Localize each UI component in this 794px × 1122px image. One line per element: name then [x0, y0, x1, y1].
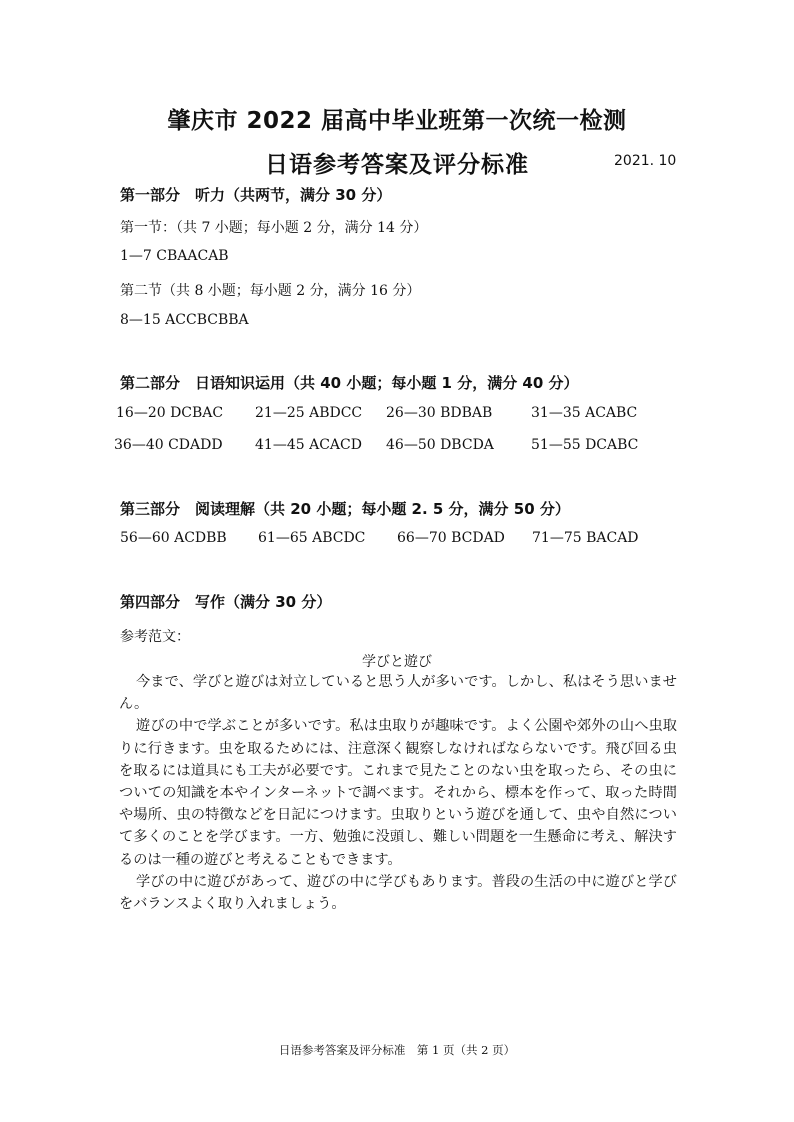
document-date: 2021. 10	[614, 153, 677, 169]
part2-heading: 第二部分 日语知识运用（共 40 小题；每小题 1 分，满分 40 分）	[120, 374, 579, 392]
essay-paragraph: 今まで、学びと遊びは対立していると思う人が多いです。しかし、私はそう思いません。	[119, 674, 677, 713]
answer-group: 71—75 BACAD	[532, 530, 639, 546]
part3-heading: 第三部分 阅读理解（共 20 小题；每小题 2. 5 分，满分 50 分）	[120, 500, 570, 518]
answer-group: 21—25 ABDCC	[255, 405, 363, 421]
part4-heading: 第四部分 写作（满分 30 分）	[120, 593, 332, 611]
document-subtitle: 日语参考答案及评分标准	[265, 152, 529, 178]
answer-group: 61—65 ABCDC	[258, 530, 366, 546]
exam-title: 肇庆市 2022 届高中毕业班第一次统一检测	[167, 108, 627, 134]
essay-body	[119, 671, 677, 915]
sample-essay-label: 参考范文：	[120, 629, 190, 645]
part1-section1-label: 第一节：（共 7 小题；每小题 2 分，满分 14 分）	[120, 220, 428, 236]
answer-group: 66—70 BCDAD	[397, 530, 505, 546]
answer-group: 41—45 ACACD	[255, 437, 362, 453]
answer-group: 31—35 ACABC	[531, 405, 638, 421]
part1-section2-label: 第二节（共 8 小题；每小题 2 分，满分 16 分）	[120, 283, 421, 299]
essay-title: 学びと遊び	[362, 654, 432, 670]
answer-group: 56—60 ACDBB	[120, 530, 227, 546]
essay-paragraph: 学びの中に遊びがあって、遊びの中に学びもあります。普段の生活の中に遊びと学びをバランスよく取り入れましょう。	[119, 873, 677, 913]
answer-group: 36—40 CDADD	[114, 437, 223, 453]
part1-section2-answers: 8—15 ACCBCBBA	[120, 312, 249, 328]
answer-group: 16—20 DCBAC	[116, 405, 224, 421]
part1-heading: 第一部分 听力（共两节，满分 30 分）	[120, 186, 392, 204]
answer-group: 46—50 DBCDA	[386, 437, 494, 453]
page-footer: 日语参考答案及评分标准 第 1 页（共 2 页）	[278, 1043, 516, 1057]
essay-paragraph: 遊びの中で学ぶことが多いです。私は虫取りが趣味です。よく公園や郊外の山へ虫取りに行きます。虫を取るためには、注意深く観察しなければならないです。飛び回る虫を取るには道具にも工夫が必要です。これまで見たことのない虫を取ったら、その虫についての知識を本やインターネットで調べます。それから、標本を作って、取った時間や場所、虫の特徴などを日記につけます。虫取りという遊びを通して、虫や自然について多くのことを学びます。一方、勉強に没頭し、難しい問題を一生懸命に考え、解決するのは一種の遊びと考えることもできます。	[119, 718, 677, 868]
part1-section1-answers: 1—7 CBAACAB	[120, 248, 229, 264]
answer-group: 51—55 DCABC	[531, 437, 639, 453]
answer-group: 26—30 BDBAB	[386, 405, 493, 421]
